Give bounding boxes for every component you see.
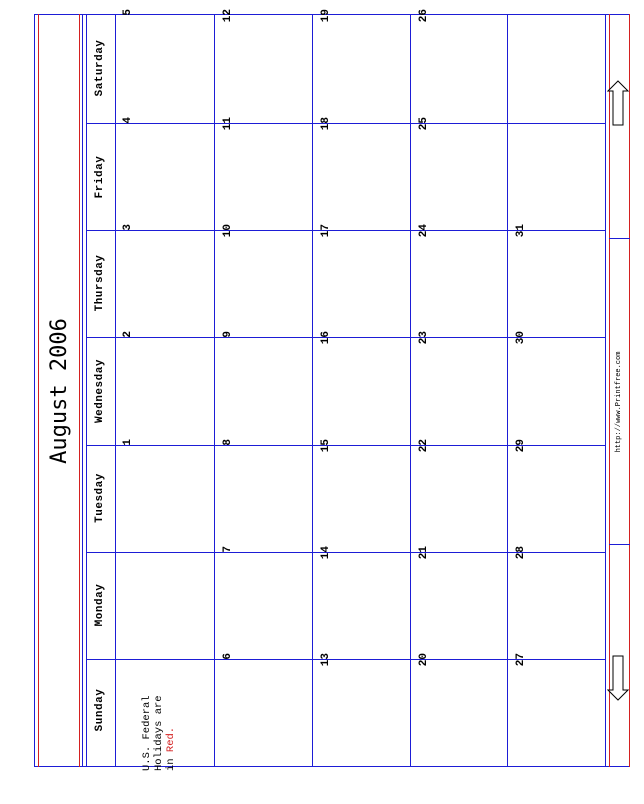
frame-left-border — [34, 14, 35, 767]
footer-red-line-b — [629, 14, 630, 767]
date-cell: 17 — [320, 224, 332, 238]
date-cell: 6 — [222, 653, 234, 660]
day-line-6 — [86, 659, 606, 660]
date-cell: 12 — [222, 9, 234, 23]
arrow-down-icon — [607, 655, 629, 701]
date-cell: 5 — [122, 9, 134, 16]
day-name-sunday: Sunday — [94, 688, 106, 732]
date-cell: 3 — [122, 224, 134, 231]
holiday-note-prefix: in — [165, 752, 177, 771]
date-cell: 28 — [515, 546, 527, 560]
date-cell: 18 — [320, 117, 332, 131]
date-cell: 8 — [222, 439, 234, 446]
holiday-note-red-word: Red. — [165, 726, 177, 753]
day-name-monday: Monday — [94, 583, 106, 627]
week-line-1 — [214, 14, 215, 767]
holiday-note — [141, 661, 179, 771]
date-cell: 21 — [418, 546, 430, 560]
day-name-saturday: Saturday — [94, 39, 106, 97]
holiday-note-line-3 — [165, 661, 177, 771]
footer-url: http://www.Printfree.com — [615, 351, 623, 453]
day-line-1 — [86, 123, 606, 124]
day-line-3 — [86, 337, 606, 338]
page-title: August 2006 — [47, 318, 72, 464]
header-line-left — [86, 14, 87, 767]
footer-tick-1 — [609, 238, 630, 239]
header-line-right — [115, 14, 116, 767]
week-line-4 — [507, 14, 508, 767]
frame-left-red-line — [38, 14, 39, 767]
date-cell: 13 — [320, 653, 332, 667]
date-cell: 27 — [515, 653, 527, 667]
footer-tick-2 — [609, 544, 630, 545]
date-cell: 26 — [418, 9, 430, 23]
date-cell: 24 — [418, 224, 430, 238]
day-name-wednesday: Wednesday — [94, 359, 106, 423]
arrow-up-icon — [607, 80, 629, 126]
date-cell: 30 — [515, 331, 527, 345]
date-cell: 19 — [320, 9, 332, 23]
day-line-5 — [86, 552, 606, 553]
date-cell: 2 — [122, 331, 134, 338]
date-cell: 4 — [122, 117, 134, 124]
date-cell: 22 — [418, 439, 430, 453]
week-line-5 — [605, 14, 606, 767]
date-cell: 15 — [320, 439, 332, 453]
date-cell: 29 — [515, 439, 527, 453]
frame-bottom-border — [34, 766, 630, 767]
day-name-tuesday: Tuesday — [94, 473, 106, 523]
title-blue-line — [82, 14, 83, 767]
date-cell: 14 — [320, 546, 332, 560]
date-cell: 11 — [222, 117, 234, 131]
date-cell: 31 — [515, 224, 527, 238]
date-cell: 20 — [418, 653, 430, 667]
holiday-note-line-2: Holidays are — [153, 695, 165, 771]
day-line-2 — [86, 230, 606, 231]
day-name-thursday: Thursday — [94, 254, 106, 312]
day-line-4 — [86, 445, 606, 446]
week-line-3 — [410, 14, 411, 767]
date-cell: 23 — [418, 331, 430, 345]
date-cell: 9 — [222, 331, 234, 338]
holiday-note-line-1: U.S. Federal — [141, 695, 153, 771]
date-cell: 25 — [418, 117, 430, 131]
date-cell: 10 — [222, 224, 234, 238]
date-cell: 1 — [122, 439, 134, 446]
week-line-2 — [312, 14, 313, 767]
day-name-friday: Friday — [94, 155, 106, 199]
date-cell: 7 — [222, 546, 234, 553]
date-cell: 16 — [320, 331, 332, 345]
title-red-line-a — [79, 14, 80, 767]
